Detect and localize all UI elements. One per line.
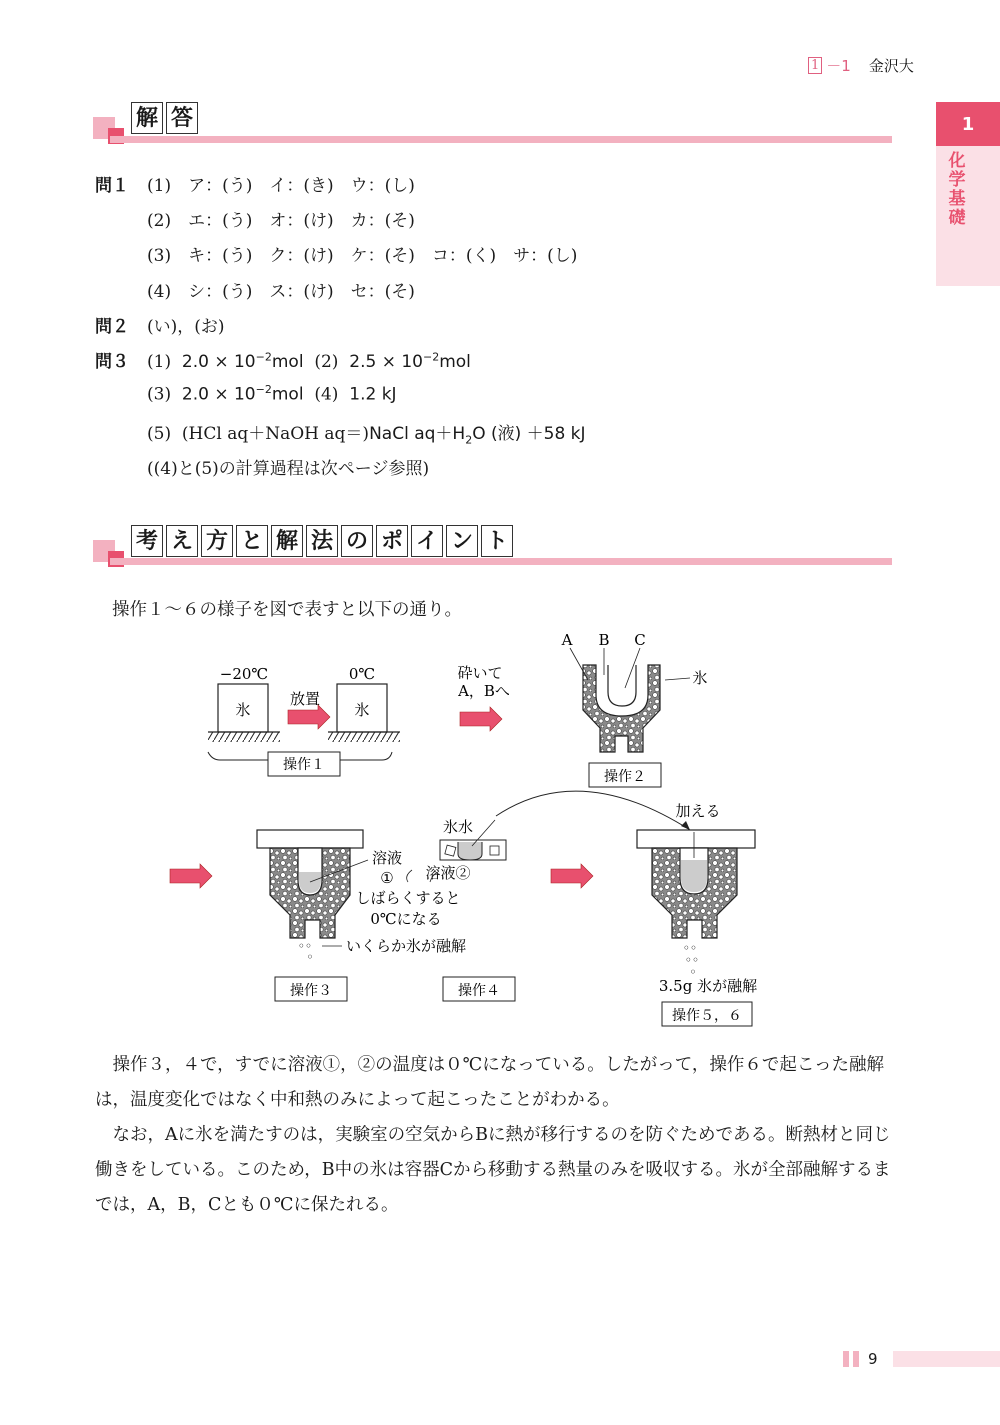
- chapter-code-suffix: －1: [826, 57, 851, 75]
- label-sol1a: 溶液: [371, 849, 403, 867]
- side-tab-label: [946, 152, 968, 228]
- answer-text: (1) ア：(う) イ：(き) ウ：(し): [147, 176, 415, 196]
- side-tab-char: 礎: [948, 208, 966, 228]
- experiment-diagram: [160, 620, 800, 1035]
- heading-char: ポ: [376, 525, 408, 557]
- heading-char: 答: [166, 102, 198, 134]
- chapter-code-box: 1: [808, 57, 822, 74]
- side-tab-char: 基: [948, 189, 966, 209]
- question-label: 問１: [95, 176, 129, 196]
- drop-icon: ◦: [306, 950, 314, 964]
- label-melt35: 3.5g 氷が融解: [658, 977, 758, 995]
- heading-bar: [110, 136, 892, 143]
- side-tab-char: 化: [948, 151, 966, 171]
- answer-value: 1.2 kJ: [349, 384, 397, 405]
- heading-char: 解: [271, 525, 303, 557]
- apparatus-op2: [583, 665, 660, 752]
- label-wait-2: 0℃になる: [370, 910, 442, 928]
- label-icewater: 氷水: [442, 818, 474, 836]
- label-temp-minus20: −20℃: [219, 665, 269, 683]
- answer-row: [95, 171, 415, 196]
- arrow-icon: [460, 707, 502, 731]
- answer-row-q3-1: [95, 347, 471, 372]
- equation-prefix: (HCl aq＋NaOH aq＝): [181, 424, 370, 444]
- answer-text: (3) キ：(う) ク：(け) ケ：(そ) コ：(く) サ：(し): [147, 246, 578, 266]
- label-C: C: [634, 631, 646, 649]
- answer-row-q3-2: [147, 383, 397, 405]
- drop-icon: ◦◦: [684, 953, 700, 967]
- drop-icon: ◦◦: [297, 939, 313, 953]
- arrow-icon: [170, 864, 212, 888]
- exponent: −2: [255, 350, 272, 364]
- label-op2: 操作２: [604, 769, 646, 785]
- side-tab-number: 1: [936, 102, 1000, 146]
- question-label: 問２: [95, 317, 129, 337]
- heading-char: と: [236, 525, 268, 557]
- answer-row-q3-3: [147, 419, 586, 446]
- arrow-icon: [551, 864, 593, 888]
- heading-bar: [110, 558, 892, 565]
- footer-bar: [853, 1351, 859, 1367]
- sub-question-number: (5): [147, 424, 172, 444]
- label-melt-some: いくらか氷が融解: [346, 937, 467, 955]
- subscript: 2: [465, 433, 473, 447]
- label-leave: 放置: [289, 690, 321, 708]
- intro-text: 操作１～６の様子を図で表すと以下の通り。: [112, 600, 462, 620]
- label-ice-op2: 氷: [692, 669, 708, 687]
- heading-char: 方: [201, 525, 233, 557]
- footer-bar: [893, 1351, 1000, 1367]
- heading-char: の: [341, 525, 373, 557]
- answer-text: (い)，(お): [147, 317, 225, 337]
- university-name: 金沢大: [868, 57, 914, 75]
- answer-value: 2.0 × 10: [181, 384, 256, 405]
- heading-char: え: [166, 525, 198, 557]
- label-sol2: 溶液②: [425, 864, 471, 882]
- page-number: 9: [868, 1350, 878, 1368]
- label-temp-0: 0℃: [348, 665, 376, 683]
- sub-question-number: (4): [314, 384, 339, 405]
- explanation-paragraph-2: なお，Aに氷を満たすのは，実験室の空気からBに熱が移行するのを防ぐためである。断熱材と同じ働きをしている。このため，B中の氷は容器Cから移動する熱量のみを吸収する。氷が全部融解するまでは，A，B，Cとも０℃に保たれる。: [95, 1125, 891, 1215]
- footer-bar: [843, 1351, 849, 1367]
- heading-char: 解: [131, 102, 163, 134]
- drop-icon: ◦◦: [682, 941, 698, 955]
- label-ice-1: 氷: [235, 701, 251, 719]
- heading-char: 法: [306, 525, 338, 557]
- equation-tail: O (液) ＋58 kJ: [472, 424, 586, 444]
- heading-title: [131, 102, 198, 134]
- unit: mol: [439, 352, 471, 372]
- unit: mol: [271, 352, 304, 372]
- label-add: 加える: [675, 802, 721, 820]
- heading-char: ン: [446, 525, 478, 557]
- answer-row: [147, 206, 415, 231]
- explanation-paragraph-1: 操作３，４で，すでに溶液①，②の温度は０℃になっている。したがって，操作６で起こった融解は，温度変化ではなく中和熱のみによって起こったことがわかる。: [95, 1055, 885, 1110]
- exponent: −2: [423, 350, 440, 364]
- answer-text: (2) エ：(う) オ：(け) カ：(そ): [147, 211, 415, 231]
- equation-body: NaCl aq＋H: [369, 424, 466, 444]
- drop-icon: ◦: [689, 965, 697, 979]
- answer-note: ((4)と(5)の計算過程は次ページ参照): [147, 459, 430, 479]
- side-tab-char: 学: [948, 170, 966, 190]
- answer-row: [95, 312, 225, 337]
- unit: mol: [271, 384, 304, 405]
- question-label: 問３: [95, 352, 129, 372]
- heading-char: イ: [411, 525, 443, 557]
- answer-row: [147, 277, 415, 302]
- exponent: −2: [255, 383, 272, 396]
- label-op3: 操作３: [290, 983, 332, 999]
- heading-char: ト: [481, 525, 513, 557]
- add-arrow: [496, 791, 690, 830]
- floor-hatch-2: [328, 732, 400, 742]
- running-header: [808, 55, 914, 76]
- answer-row: [147, 241, 577, 266]
- sub-question-number: (2): [314, 352, 339, 372]
- label-crush-2: A，Bへ: [458, 682, 510, 700]
- label-ice-2: 氷: [354, 701, 370, 719]
- label-wait-1: しばらくすると: [355, 889, 461, 907]
- label-B: B: [598, 631, 610, 649]
- label-op1: 操作１: [283, 757, 325, 773]
- label-A: A: [561, 631, 573, 649]
- floor-hatch-1: [208, 732, 280, 742]
- lid-op56: [637, 830, 755, 848]
- label-op4: 操作４: [458, 983, 500, 999]
- heading-char: 考: [131, 525, 163, 557]
- answer-value: 2.0 × 10: [181, 352, 256, 372]
- label-sol1b: ①: [380, 869, 394, 887]
- answer-text: (4) シ：(う) ス：(け) セ：(そ): [147, 282, 415, 302]
- answer-value: 2.5 × 10: [349, 352, 423, 372]
- heading-title: [131, 525, 513, 557]
- sub-question-number: (1): [147, 352, 172, 372]
- sub-question-number: (3): [147, 384, 172, 405]
- label-op56: 操作５，６: [672, 1008, 742, 1024]
- label-crush-1: 砕いて: [457, 664, 503, 682]
- arrow-icon: [288, 705, 330, 729]
- lid-op3: [257, 830, 363, 848]
